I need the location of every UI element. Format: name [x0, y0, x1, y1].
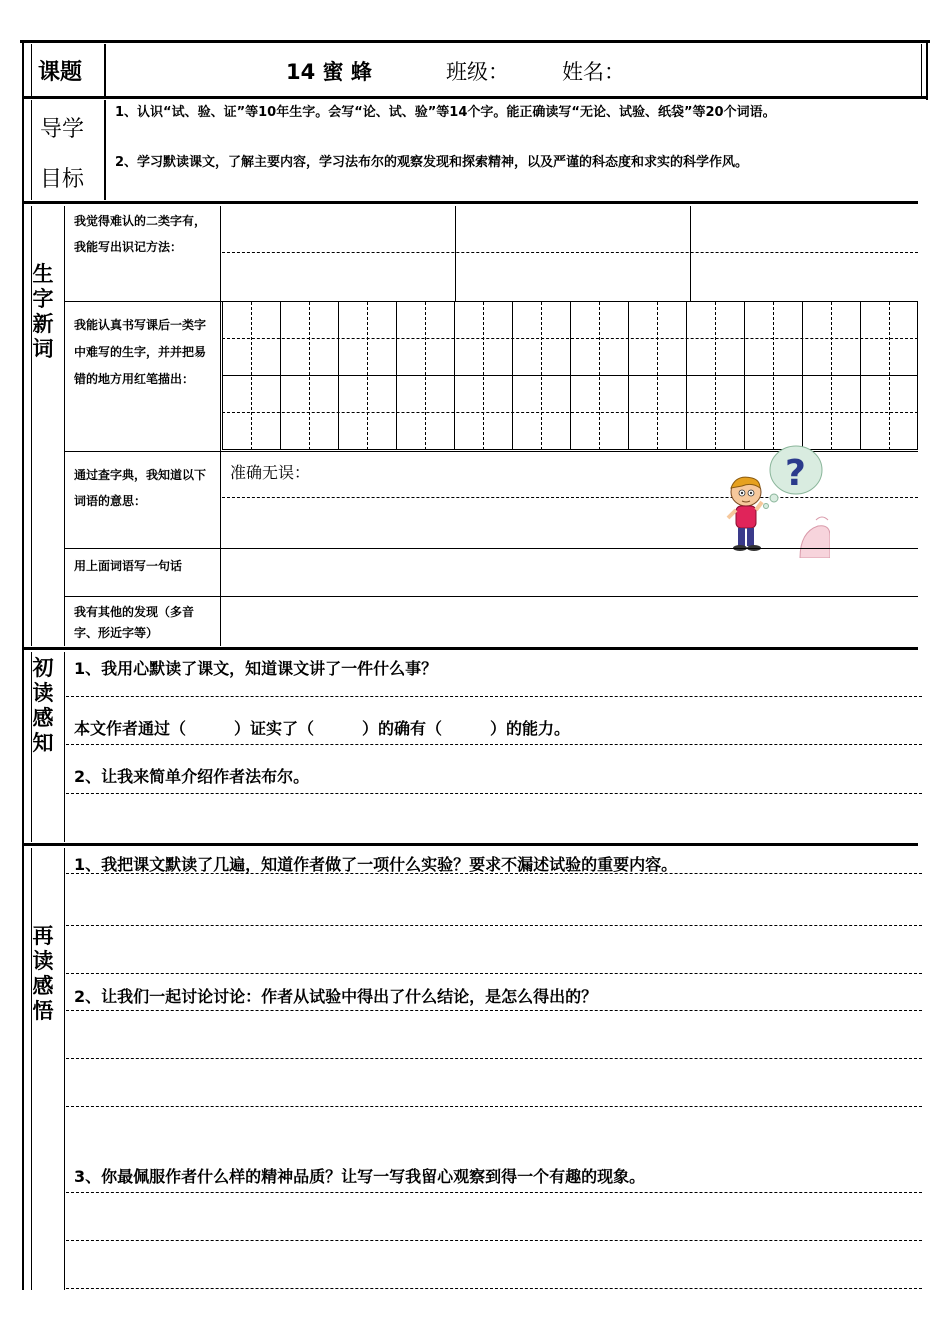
- header-bottom-border: [22, 96, 926, 99]
- name-label: 姓名：: [562, 60, 625, 84]
- first-reading-q1: 1、我用心默读了课文，知道课文讲了一件什么事？: [74, 659, 438, 678]
- second-reading-line-5[interactable]: [66, 1058, 922, 1059]
- inner-left-border: [31, 44, 32, 96]
- second-reading-inner-left: [31, 848, 32, 1290]
- second-reading-label: 再读感悟: [32, 924, 54, 1023]
- second-reading-line-1[interactable]: [66, 873, 922, 874]
- row-divider-4: [64, 596, 918, 597]
- left-border: [22, 40, 24, 1290]
- vocab-label-divider: [64, 206, 65, 646]
- second-reading-line-6[interactable]: [66, 1106, 922, 1107]
- second-reading-line-9[interactable]: [66, 1288, 922, 1289]
- dictionary-prompt: 通过查字典，我知道以下词语的意思：: [74, 468, 207, 508]
- dictionary-hint: 准确无误：: [230, 463, 311, 482]
- thinking-boy-icon: [722, 440, 830, 558]
- first-reading-line-1[interactable]: [66, 696, 922, 697]
- second-reading-q3: 3、你最佩服作者什么样的精神品质？让写一写我留心观察到得一个有趣的现象。: [74, 1167, 646, 1186]
- second-reading-q2: 2、让我们一起讨论讨论：作者从试验中得出了什么结论，是怎么得出的？: [74, 987, 598, 1006]
- second-reading-line-4[interactable]: [66, 1010, 922, 1011]
- first-reading-label: 初读感知: [32, 656, 54, 755]
- second-reading-line-3[interactable]: [66, 973, 922, 974]
- writing-grid[interactable]: [222, 302, 918, 450]
- question-mark-icon: ?: [785, 453, 806, 494]
- vocab-bottom-border: [22, 647, 918, 650]
- goals-divider: [104, 100, 106, 200]
- second-reading-line-2[interactable]: [66, 925, 922, 926]
- second-reading-divider: [64, 848, 65, 1290]
- second-reading-q1: 1、我把课文默读了几遍，知道作者做了一项什么实验？要求不漏述试验的重要内容。: [74, 855, 678, 874]
- sentence-prompt: 用上面词语写一句话: [74, 559, 183, 573]
- first-reading-divider: [64, 652, 65, 842]
- class-label: 班级：: [446, 60, 509, 84]
- hard-chars-col-divider-1: [455, 206, 456, 301]
- first-reading-line-3[interactable]: [66, 793, 922, 794]
- first-reading-bottom-border: [22, 843, 918, 846]
- hard-chars-prompt: 我觉得难认的二类字有，我能写出识记方法：: [74, 214, 207, 254]
- hard-chars-dashed-line[interactable]: [222, 252, 918, 253]
- header-label: 课题: [38, 60, 83, 85]
- writing-prompt: 我能认真书写课后一类字中难写的生字，并并把易错的地方用红笔描出：: [74, 318, 207, 386]
- first-reading-q2: 2、让我来简单介绍作者法布尔。: [74, 767, 310, 786]
- goal-item-1: 1、认识“试、验、证”等10年生字。会写“论、试、验”等14个字。能正确读写“无论、试验、纸袋”等20个词语。: [115, 105, 776, 120]
- hard-chars-col-divider-2: [690, 206, 691, 301]
- lesson-title: 14 蜜 蜂: [286, 60, 372, 84]
- goals-label-1: 导学: [40, 117, 85, 142]
- goals-label-2: 目标: [40, 167, 85, 192]
- goal-item-2: 2、学习默读课文，了解主要内容，学习法布尔的观察发现和探索精神，以及严谨的科态度和求实的科学作风。: [115, 155, 749, 170]
- header-divider: [104, 44, 106, 96]
- inner-right-border: [921, 44, 922, 96]
- second-reading-line-8[interactable]: [66, 1240, 922, 1241]
- second-reading-line-7[interactable]: [66, 1192, 922, 1193]
- top-border: [20, 40, 930, 43]
- vocab-section-label: 生字新词: [32, 262, 54, 361]
- right-border-top: [926, 40, 928, 100]
- first-reading-line-2[interactable]: [66, 744, 922, 745]
- vocab-prompt-divider: [220, 206, 221, 646]
- first-reading-fill-blank: 本文作者通过（ ）证实了（ ）的确有（ ）的能力。: [74, 719, 571, 738]
- goals-bottom-border: [22, 201, 918, 204]
- row-divider-3: [64, 548, 918, 549]
- discovery-prompt: 我有其他的发现（多音字、形近字等）: [74, 605, 195, 640]
- goals-inner-left: [31, 100, 32, 200]
